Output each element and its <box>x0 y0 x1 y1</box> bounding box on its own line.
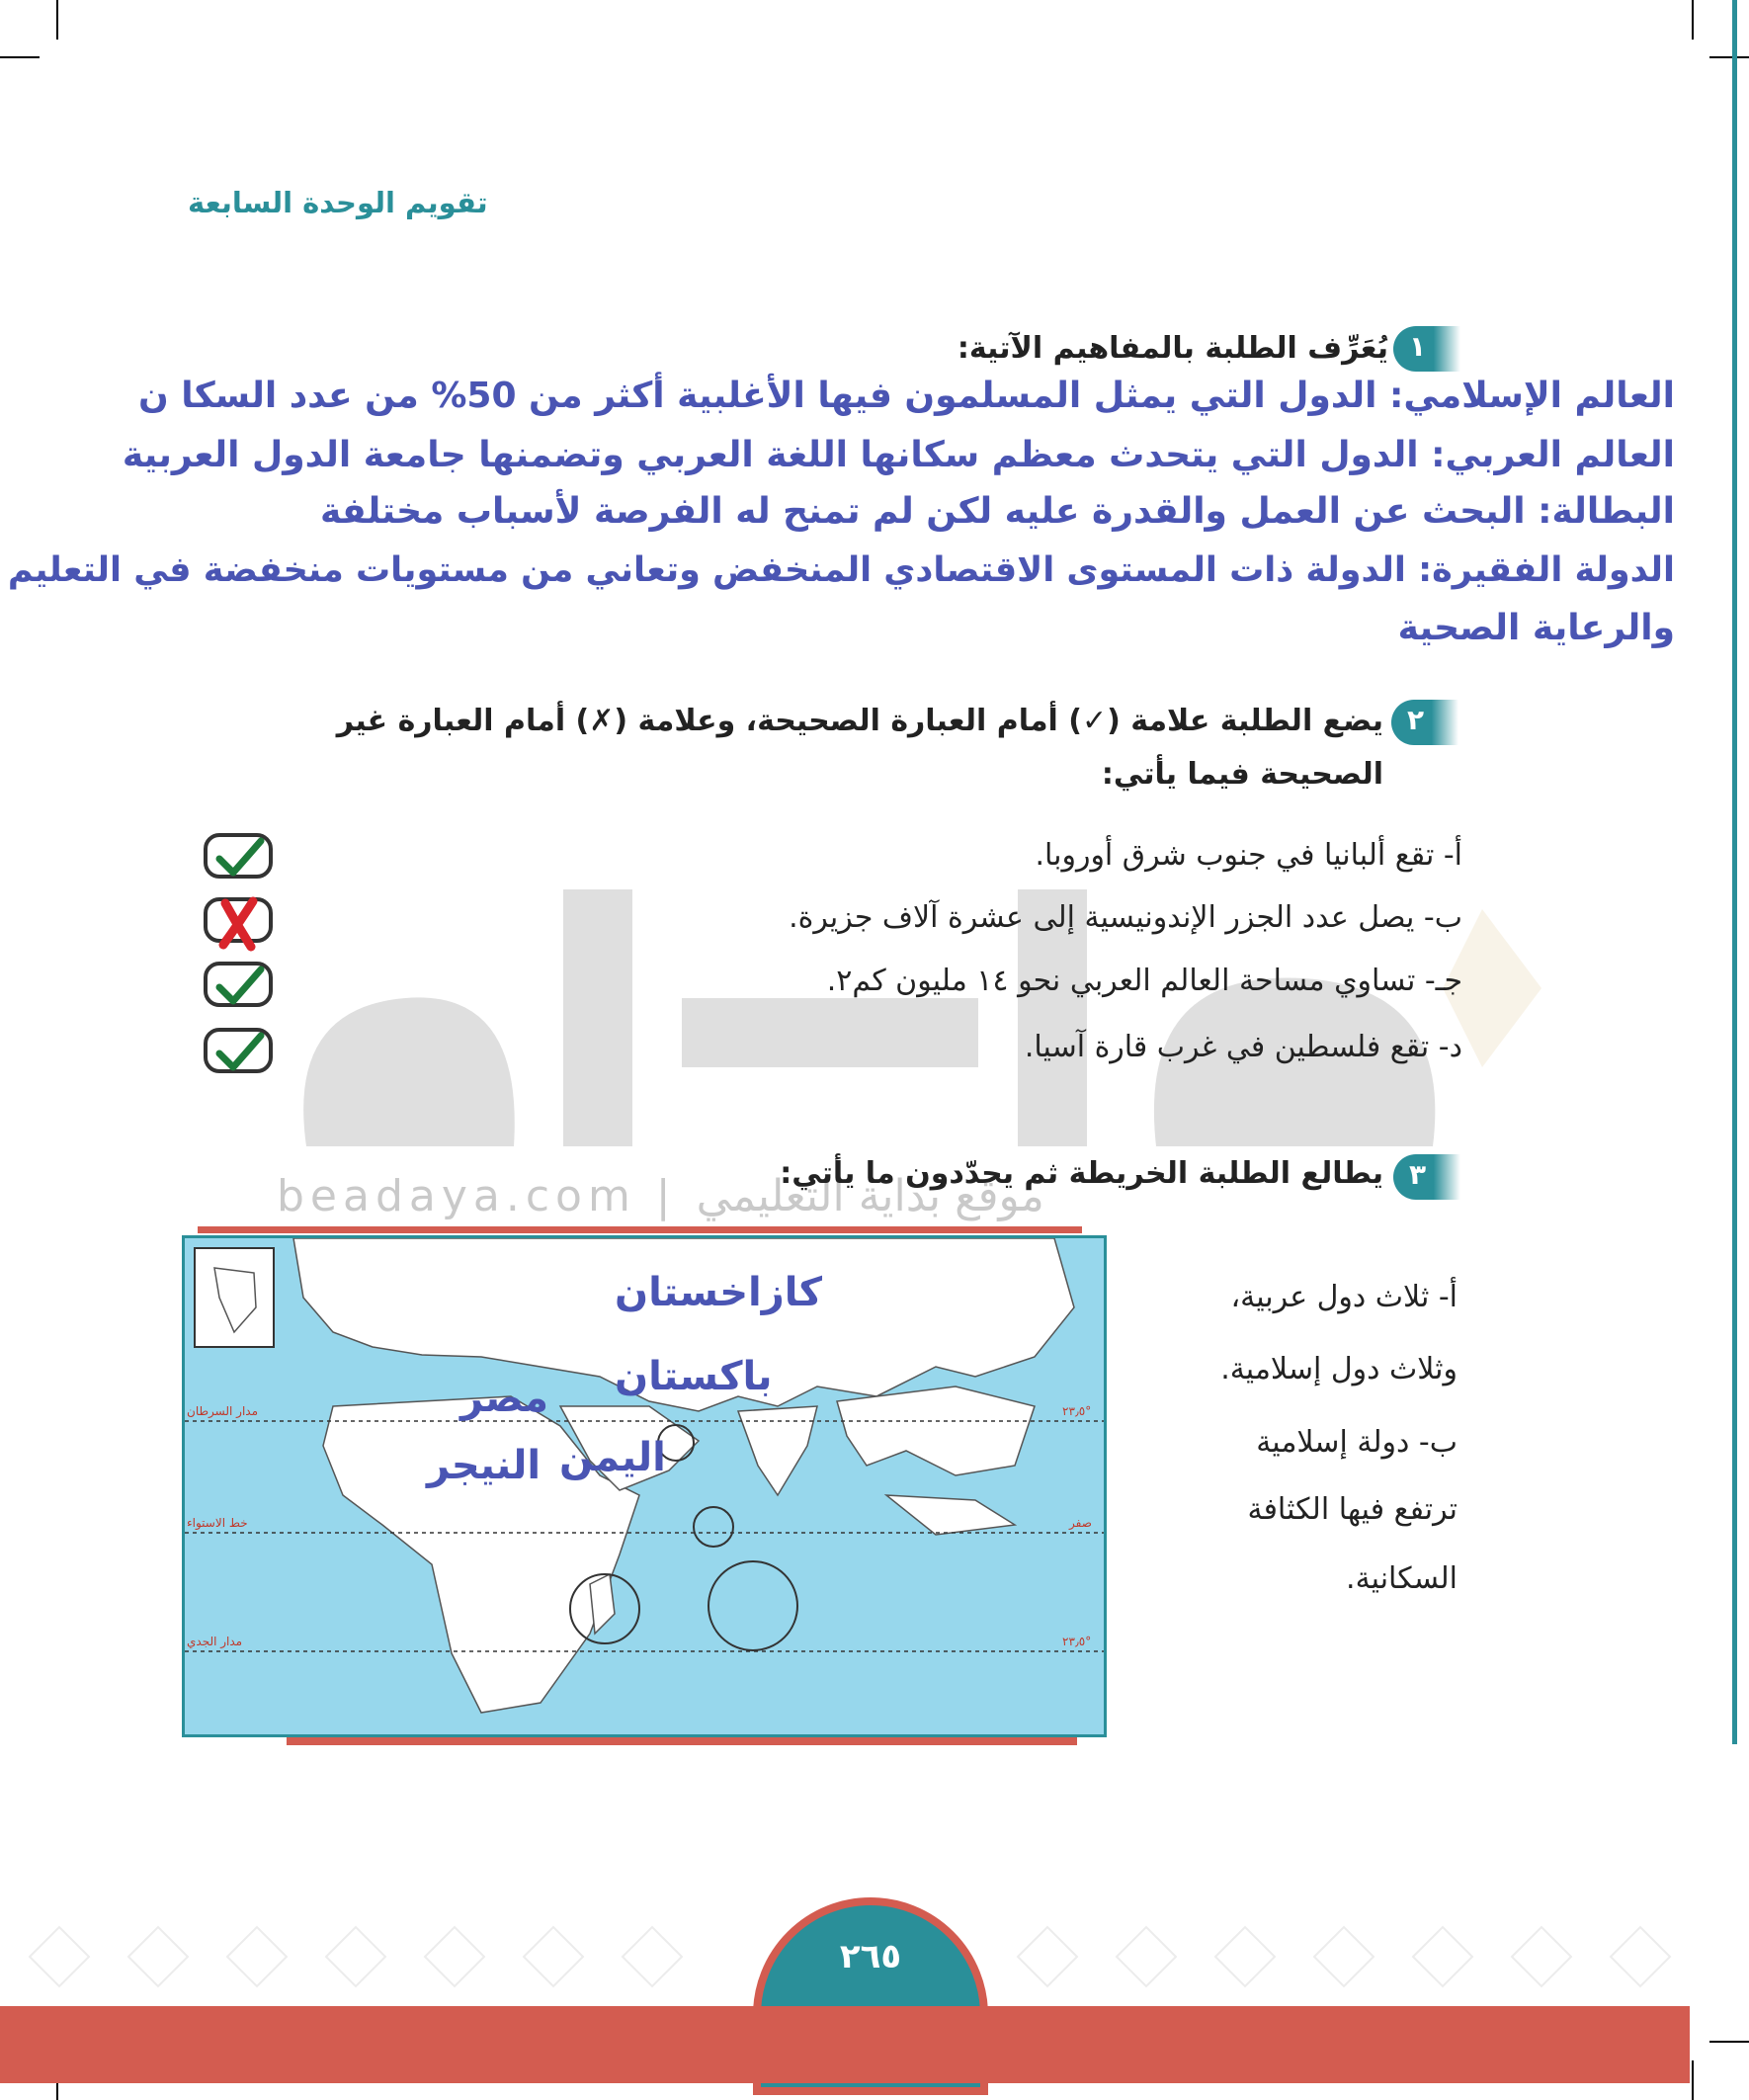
q3-item: ترتفع فيها الكثافة <box>1247 1492 1458 1527</box>
check-icon <box>208 831 269 882</box>
map-lat-label: °٢٣٫٥ <box>1062 1404 1092 1418</box>
q3-number: ٣ <box>1409 1158 1427 1191</box>
q1-answer-4: الدولة الفقيرة: الدولة ذات المستوى الاقتصادي المنخفض وتعاني من مستويات منخفضة في التعليم <box>7 550 1675 590</box>
watermark-site: beadaya.com | موقع بداية التعليمي <box>277 1171 1044 1221</box>
map-lat-label: خط الاستواء <box>187 1516 248 1530</box>
q3-item: أ- ثلاث دول عربية، <box>1230 1280 1458 1314</box>
q3-title: يطالع الطلبة الخريطة ثم يحدّدون ما يأتي: <box>780 1156 1383 1191</box>
map-label-niger: النيجر <box>427 1443 541 1488</box>
page-edge-line <box>1732 0 1737 1744</box>
q3-item: وثلاث دول إسلامية. <box>1220 1352 1458 1386</box>
statement: أ- تقع ألبانيا في جنوب شرق أوروبا. <box>1035 838 1462 873</box>
q1-badge <box>1393 326 1460 372</box>
q1-answer-5: والرعاية الصحية <box>1397 608 1675 648</box>
q3-item: السكانية. <box>1346 1561 1458 1596</box>
crop-mark <box>1692 2060 1694 2100</box>
q2-title: يضع الطلبة علامة (✓) أمام العبارة الصحيحة، وعلامة (✗) أمام العبارة غير <box>336 704 1383 738</box>
footer-bar <box>0 2006 1690 2083</box>
crop-mark <box>1709 56 1749 58</box>
map-bottom-bar <box>287 1737 1077 1745</box>
check-icon <box>208 1026 269 1077</box>
statement: ب- يصل عدد الجزر الإندونيسية إلى عشرة آلاف جزيرة. <box>789 900 1462 935</box>
crop-mark <box>1692 0 1694 40</box>
q3-badge <box>1393 1154 1460 1200</box>
map-label-kazakhstan: كازاخستان <box>615 1270 823 1315</box>
q1-answer-2: العالم العربي: الدول التي يتحدث معظم سكانها اللغة العربي وتضمنها جامعة الدول العربية <box>122 435 1675 475</box>
map-label-yemen: اليمن <box>559 1435 666 1480</box>
check-icon <box>208 960 269 1011</box>
q1-answer-3: البطالة: البحث عن العمل والقدرة عليه لكن لم تمنح له الفرصة لأسباب مختلفة <box>319 491 1675 532</box>
map-top-bar <box>198 1226 1082 1233</box>
map-lat-label: صفر <box>1069 1516 1092 1530</box>
cross-icon <box>208 895 269 953</box>
q1-number: ١ <box>1409 330 1427 363</box>
q1-title: يُعَرِّف الطلبة بالمفاهيم الآتية: <box>957 331 1388 366</box>
answer-box[interactable] <box>204 897 273 943</box>
map-label-pakistan: باكستان <box>615 1354 773 1399</box>
map-lat-label: مدار الجدي <box>187 1635 243 1648</box>
statement: جـ- تساوي مساحة العالم العربي نحو ١٤ مليون كم٢. <box>826 964 1462 998</box>
crop-mark <box>56 0 58 40</box>
q2-number: ٢ <box>1407 704 1425 736</box>
answer-box[interactable] <box>204 833 273 879</box>
page-number: ٢٦٥ <box>839 1937 902 1976</box>
map-lat-label: مدار السرطان <box>187 1404 259 1418</box>
unit-header: تقويم الوحدة السابعة <box>188 186 488 219</box>
q2-badge <box>1391 700 1458 745</box>
answer-box[interactable] <box>204 1028 273 1073</box>
q3-item: ب- دولة إسلامية <box>1256 1425 1458 1460</box>
statement: د- تقع فلسطين في غرب قارة آسيا. <box>1024 1030 1462 1064</box>
q2-title-line2: الصحيحة فيما يأتي: <box>1101 757 1383 792</box>
crop-mark <box>0 56 40 58</box>
watermark-logo <box>267 850 1601 1176</box>
crop-mark <box>1709 2041 1749 2043</box>
q1-answer-1: العالم الإسلامي: الدول التي يمثل المسلمون فيها الأغلبية أكثر من 50% من عدد السكا ن <box>137 376 1675 416</box>
answer-box[interactable] <box>204 962 273 1007</box>
map-lat-label: °٢٣٫٥ <box>1062 1635 1092 1648</box>
map-label-egypt: مصر <box>460 1376 549 1421</box>
